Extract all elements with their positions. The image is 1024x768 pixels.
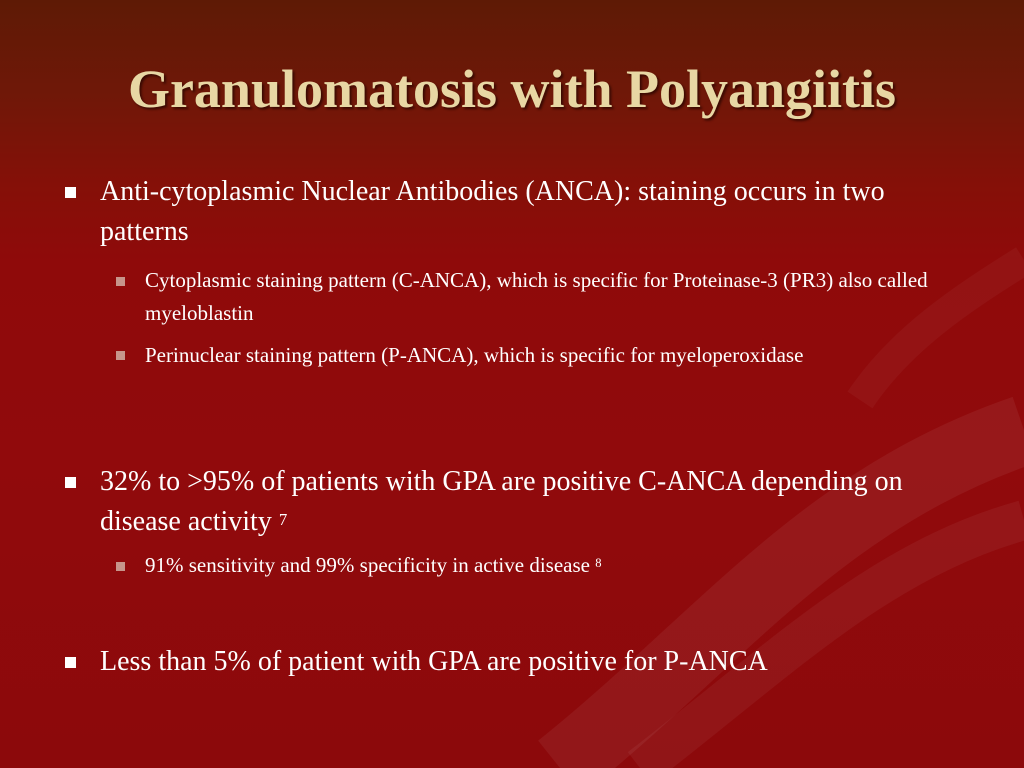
bullet-item [100,462,930,542]
citation-ref: 7 [278,510,288,529]
bullet-item: Anti-cytoplasmic Nuclear Antibodies (ANCA): staining occurs in two patterns [100,176,885,247]
bullet-square-icon [65,657,76,668]
sub-bullet-square-icon [116,277,125,286]
bullet-square-icon [65,477,76,488]
slide-title: Granulomatosis with Polyangiitis [127,59,897,119]
sub-bullet-text: 91% sensitivity and 99% specificity in active disease [145,553,590,577]
bullet-square-icon [65,187,76,198]
sub-bullet-square-icon [116,562,125,571]
sub-bullet-item: Perinuclear staining pattern (P-ANCA), which is specific for myeloperoxidase [145,343,804,367]
sub-bullet-square-icon [116,351,125,360]
bullet-item: Less than 5% of patient with GPA are positive for P-ANCA [100,646,768,677]
citation-ref: 8 [595,556,602,570]
sub-bullet-item [145,549,965,582]
bullet-text: 32% to >95% of patients with GPA are positive C-ANCA depending on disease activity [100,466,903,537]
sub-bullet-item: Cytoplasmic staining pattern (C-ANCA), which is specific for Proteinase-3 (PR3) also called myeloblastin [145,268,928,325]
